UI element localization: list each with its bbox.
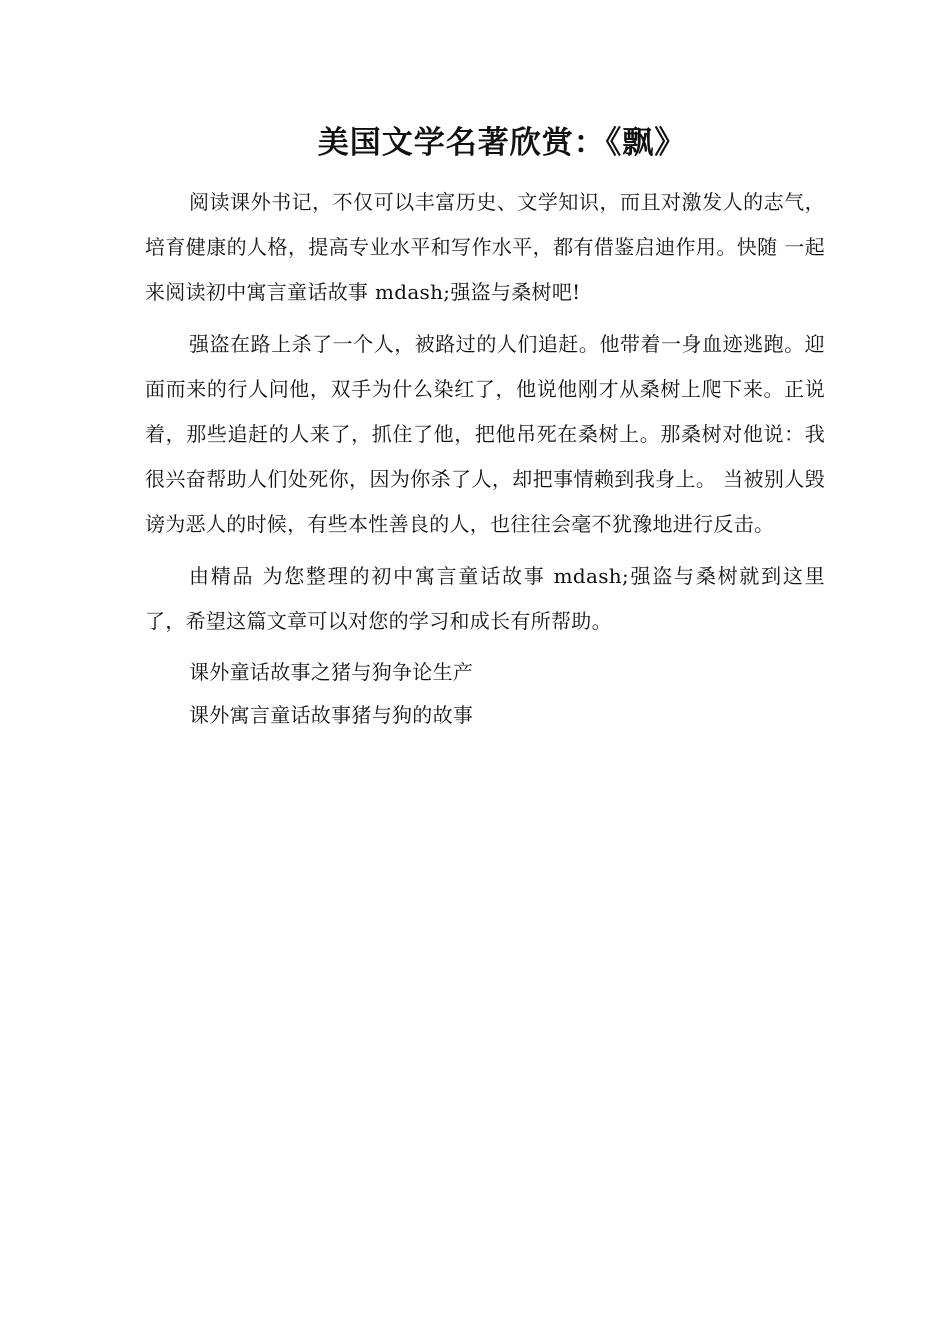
related-story-link[interactable]: 课外童话故事之猪与狗争论生产 [189,660,474,684]
related-story-link[interactable]: 课外寓言童话故事猪与狗的故事 [189,703,474,727]
document-title: 美国文学名著欣赏：《飘》 [317,125,687,161]
intro-paragraph: 阅读课外书记，不仅可以丰富历史、文学知识，而且对激发人的志气，培育健康的人格，提高专业水平和写作水平，都有借鉴启迪作用。快随 一起来阅读初中寓言童话故事 mdash;强盗与桑树吧! [145,190,825,304]
closing-paragraph: 由精品 为您整理的初中寓言童话故事 mdash;强盗与桑树就到这里了，希望这篇文章可以对您的学习和成长有所帮助。 [145,564,825,633]
document-body [145,180,825,737]
story-paragraph: 强盗在路上杀了一个人，被路过的人们追赶。他带着一身血迹逃跑。迎面而来的行人问他，双手为什么染红了，他说他刚才从桑树上爬下来。正说着，那些追赶的人来了，抓住了他，把他吊死在桑树上。那桑树对他说：我很兴奋帮助人们处死你，因为你杀了人，却把事情赖到我身上。 当被别人毁谤为恶人的时候，有些本性善良的人，也往往会毫不犹豫地进行反击。 [145,332,825,536]
